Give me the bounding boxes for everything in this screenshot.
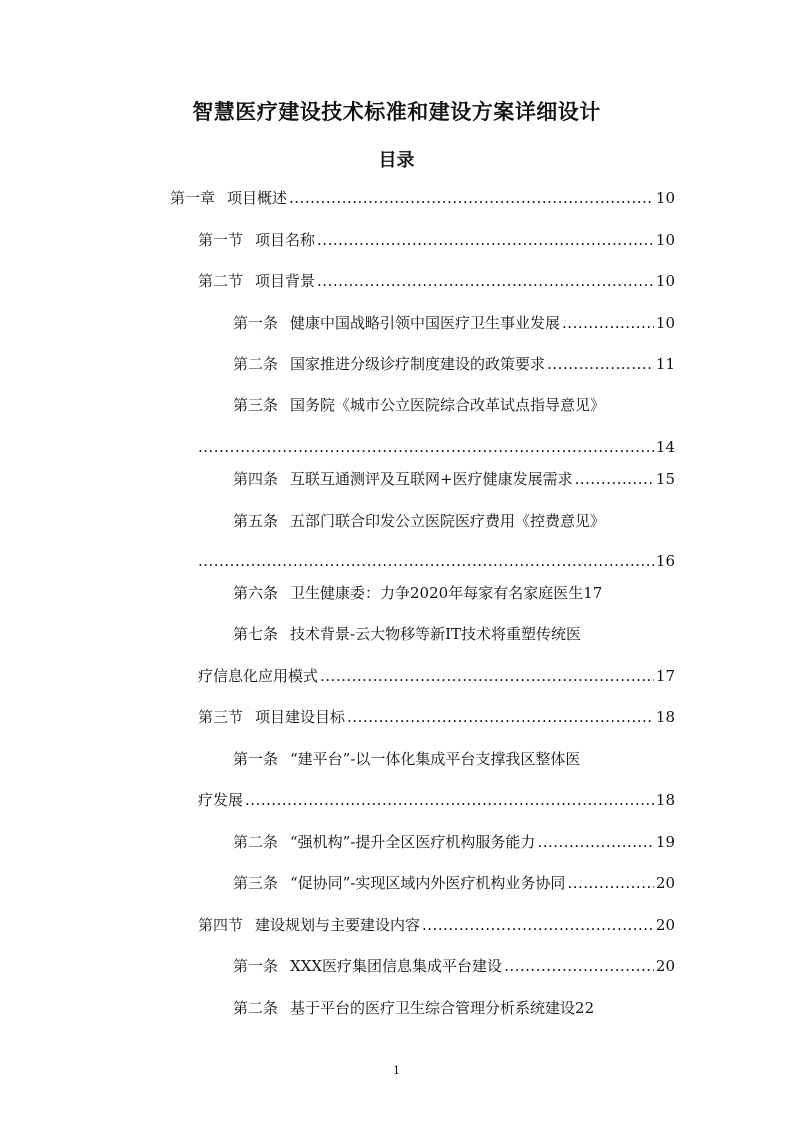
toc-entry-page: 10 — [655, 189, 675, 207]
toc-entry-continuation[interactable] — [198, 435, 675, 459]
toc-entry-article[interactable] — [233, 747, 580, 771]
toc-entry-page: 16 — [655, 552, 675, 570]
toc-entry-page: 17 — [583, 584, 603, 602]
toc-entry-title: 项目建设目标 — [255, 708, 346, 726]
toc-entry-article[interactable] — [233, 871, 675, 895]
toc-entry-chapter-1[interactable] — [170, 186, 675, 210]
toc-entry-label: 第二条 — [233, 833, 279, 851]
toc-leader-dots — [245, 788, 654, 812]
toc-entry-page: 10 — [655, 272, 675, 290]
toc-leader-dots — [317, 269, 654, 293]
toc-entry-title: XXX医疗集团信息集成平台建设 — [290, 957, 503, 975]
toc-entry-title: 项目名称 — [255, 231, 316, 249]
toc-entry-title: 项目概述 — [227, 189, 288, 207]
toc-entry-title: 国务院《城市公立医院综合改革试点指导意见》 — [290, 396, 606, 414]
toc-leader-dots — [320, 664, 654, 688]
toc-entry-title: “促协同”-实现区域内外医疗机构业务协同 — [290, 874, 566, 892]
toc-entry-page: 20 — [655, 916, 675, 934]
toc-entry-article[interactable] — [233, 393, 605, 417]
toc-leader-dots — [317, 228, 654, 252]
toc-entry-label: 第一条 — [233, 957, 279, 975]
toc-entry-title: 卫生健康委：力争2020年每家有名家庭医生 — [290, 584, 584, 602]
toc-leader-dots — [575, 467, 654, 491]
toc-entry-title: 互联互通测评及互联网+医疗健康发展需求 — [290, 470, 573, 488]
toc-entry-title-continued: 疗发展 — [198, 791, 244, 809]
toc-entry-label: 第一章 — [170, 189, 216, 207]
toc-leader-dots — [504, 954, 654, 978]
toc-entry-page: 20 — [655, 957, 675, 975]
toc-leader-dots — [198, 549, 654, 573]
toc-entry-page: 19 — [655, 833, 675, 851]
toc-entry-label: 第二条 — [233, 999, 279, 1017]
toc-entry-article[interactable] — [233, 467, 675, 491]
toc-entry-article[interactable] — [233, 830, 675, 854]
toc-entry-title: “建平台”-以一体化集成平台支撑我区整体医 — [290, 750, 581, 768]
toc-entry-page: 15 — [655, 470, 675, 488]
toc-leader-dots — [289, 186, 654, 210]
toc-entry-article[interactable] — [233, 954, 675, 978]
toc-entry-page: 20 — [655, 874, 675, 892]
toc-entry-article[interactable] — [233, 622, 581, 646]
toc-entry-label: 第四条 — [233, 470, 279, 488]
toc-entry-label: 第五条 — [233, 512, 279, 530]
toc-entry-article[interactable] — [233, 581, 602, 605]
toc-entry-page: 18 — [655, 791, 675, 809]
toc-entry-page: 17 — [655, 667, 675, 685]
toc-entry-label: 第三节 — [198, 708, 244, 726]
toc-entry-label: 第一条 — [233, 314, 279, 332]
toc-entry-continuation[interactable] — [198, 788, 675, 812]
toc-leader-dots — [347, 705, 654, 729]
toc-leader-dots — [547, 352, 654, 376]
toc-entry-title: 国家推进分级诊疗制度建设的政策要求 — [290, 355, 546, 373]
toc-leader-dots — [562, 311, 654, 335]
toc-leader-dots — [537, 830, 653, 854]
toc-entry-label: 第一节 — [198, 231, 244, 249]
toc-entry-title: 技术背景-云大物移等新IT技术将重塑传统医 — [290, 625, 582, 643]
toc-entry-title: 五部门联合印发公立医院医疗费用《控费意见》 — [290, 512, 606, 530]
toc-leader-dots — [422, 913, 654, 937]
toc-entry-label: 第六条 — [233, 584, 279, 602]
toc-leader-dots — [567, 871, 653, 895]
toc-entry-page: 10 — [655, 314, 675, 332]
toc-entry-label: 第三条 — [233, 396, 279, 414]
toc-entry-label: 第二条 — [233, 355, 279, 373]
toc-entry-page: 10 — [655, 231, 675, 249]
toc-entry-label: 第二节 — [198, 272, 244, 290]
toc-entry-article[interactable] — [233, 352, 675, 376]
toc-entry-label: 第一条 — [233, 750, 279, 768]
toc-entry-article[interactable] — [233, 509, 605, 533]
toc-entry-page: 11 — [655, 355, 675, 373]
document-title: 智慧医疗建设技术标准和建设方案详细设计 — [192, 100, 601, 124]
toc-entry-section-1[interactable] — [198, 228, 675, 252]
toc-entry-article[interactable] — [233, 996, 594, 1020]
toc-entry-continuation[interactable] — [198, 664, 675, 688]
toc-entry-section-4[interactable] — [198, 913, 675, 937]
page-number: 1 — [393, 1064, 400, 1077]
toc-entry-label: 第七条 — [233, 625, 279, 643]
toc-entry-label: 第三条 — [233, 874, 279, 892]
toc-entry-title: “强机构”-提升全区医疗机构服务能力 — [290, 833, 536, 851]
toc-entry-article[interactable] — [233, 311, 675, 335]
toc-entry-page: 22 — [575, 999, 595, 1017]
toc-entry-title: 项目背景 — [255, 272, 316, 290]
toc-entry-title-continued: 疗信息化应用模式 — [198, 667, 319, 685]
toc-leader-dots — [198, 435, 654, 459]
toc-entry-title: 健康中国战略引领中国医疗卫生事业发展 — [290, 314, 561, 332]
toc-heading: 目录 — [378, 150, 415, 171]
toc-entry-continuation[interactable] — [198, 549, 675, 573]
toc-entry-section-3[interactable] — [198, 705, 675, 729]
toc-entry-title: 建设规划与主要建设内容 — [255, 916, 421, 934]
toc-entry-title: 基于平台的医疗卫生综合管理分析系统建设 — [290, 999, 576, 1017]
toc-entry-section-2[interactable] — [198, 269, 675, 293]
toc-entry-label: 第四节 — [198, 916, 244, 934]
toc-entry-page: 18 — [655, 708, 675, 726]
toc-entry-page: 14 — [655, 438, 675, 456]
